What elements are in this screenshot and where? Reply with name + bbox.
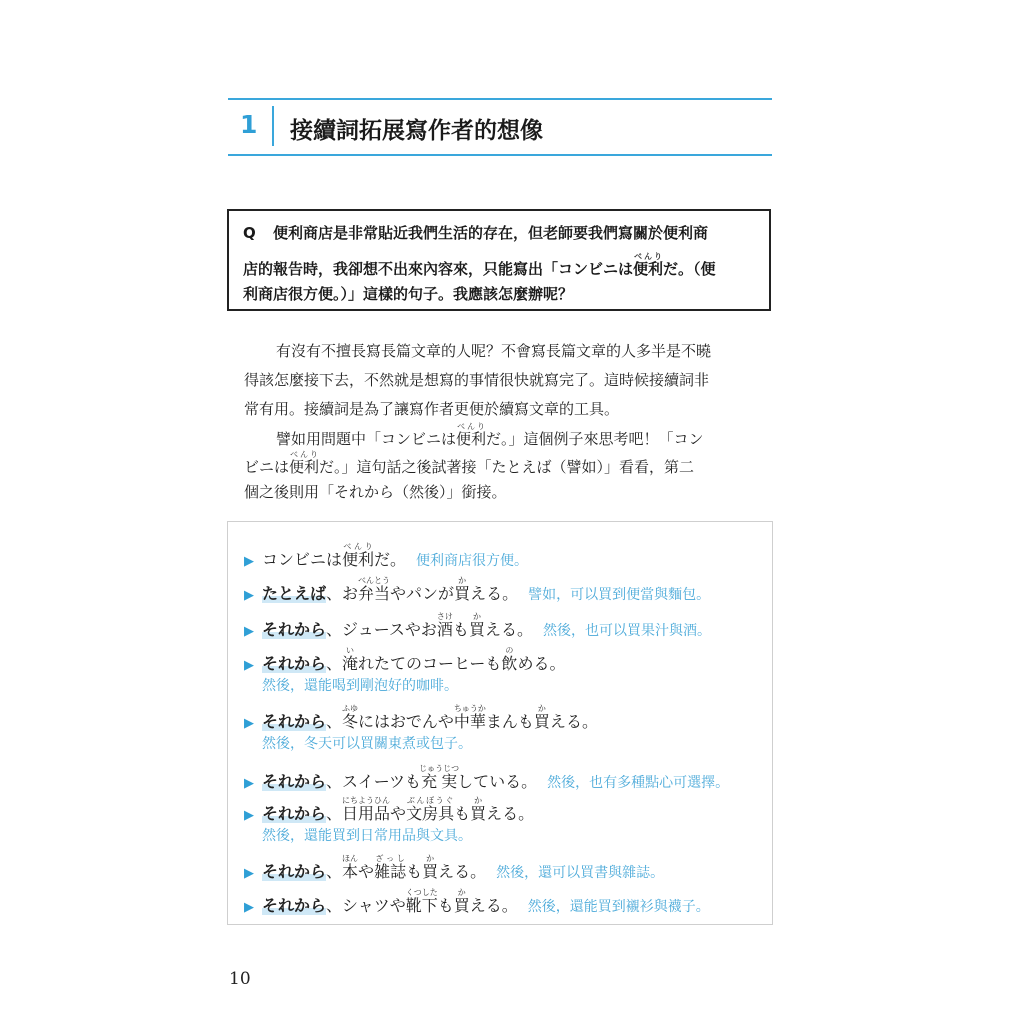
heading-bottom-rule (228, 154, 772, 156)
question-label: Q (243, 224, 256, 242)
body-line-6: 個之後則用「それから（然後）」銜接。 (244, 483, 507, 501)
triangle-bullet-icon: ▶ (244, 808, 254, 823)
question-line-1: Q 便利商店是非常貼近我們生活的存在，但老師要我們寫關於便利商 (243, 224, 709, 242)
example-2-translation: 譬如，可以買到便當與麵包。 (528, 587, 711, 603)
example-3: ▶ それから、ジュースやお酒さけも買かえる。 然後，也可以買果汁與酒。 (244, 612, 711, 639)
example-4: ▶ それから、淹いれたてのコーヒーも飲のめる。 (244, 646, 566, 673)
body-line-1: 有沒有不擅長寫長篇文章的人呢？不會寫長篇文章的人多半是不曉 (276, 342, 712, 360)
example-7: ▶ それから、日用品にちようひんや文房具ぶんぼうぐも買かえる。 (244, 796, 535, 823)
example-box (227, 521, 773, 925)
body-line-3: 常有用。接續詞是為了讓寫作者更便於續寫文章的工具。 (244, 400, 620, 418)
example-3-translation: 然後，也可以買果汁與酒。 (542, 623, 711, 639)
example-9-translation: 然後，還能買到襯衫與襪子。 (527, 899, 710, 915)
triangle-bullet-icon: ▶ (244, 900, 254, 915)
triangle-bullet-icon: ▶ (244, 588, 254, 603)
heading-top-rule (228, 98, 772, 100)
ruby-word: 便利べんり (633, 252, 664, 278)
example-9: ▶ それから、シャツや靴下くつしたも買かえる。 然後，還能買到襯衫與襪子。 (244, 888, 710, 915)
triangle-bullet-icon: ▶ (244, 776, 254, 791)
chapter-number: 1 (240, 110, 258, 139)
example-2: ▶ たとえば、お弁当べんとうやパンが買かえる。 譬如，可以買到便當與麵包。 (244, 576, 711, 603)
example-7-translation: 然後，還能買到日常用品與文具。 (262, 828, 472, 844)
question-line-2: 店的報告時，我卻想不出來內容來，只能寫出「コンビニは便利べんりだ。（便 (243, 252, 716, 278)
example-8: ▶ それから、本ほんや雑誌ざっしも買かえる。 然後，還可以買書與雜誌。 (244, 854, 665, 881)
heading-separator (272, 106, 274, 146)
body-line-4: 譬如用問題中「コンビニは便利べんりだ。」這個例子來思考吧！「コン (276, 422, 704, 448)
example-1-translation: 便利商店很方便。 (416, 553, 529, 569)
triangle-bullet-icon: ▶ (244, 716, 254, 731)
example-5: ▶ それから、冬ふゆにはおでんや中華ちゅうかまんも買かえる。 (244, 704, 598, 731)
body-line-2: 得該怎麼接下去，不然就是想寫的事情很快就寫完了。這時候接續詞非 (244, 371, 710, 389)
triangle-bullet-icon: ▶ (244, 866, 254, 881)
question-line-3: 利商店很方便。）」這樣的句子。我應該怎麼辦呢？ (243, 285, 574, 303)
chapter-title: 接續詞拓展寫作者的想像 (290, 118, 543, 144)
triangle-bullet-icon: ▶ (244, 658, 254, 673)
example-8-translation: 然後，還可以買書與雜誌。 (496, 865, 665, 881)
triangle-bullet-icon: ▶ (244, 624, 254, 639)
example-6: ▶ それから、スイーツも充実じゅうじつしている。 然後，也有多種點心可選擇。 (244, 764, 730, 791)
body-line-5: ビニは便利べんりだ。」這句話之後試著接「たとえば（譬如）」看看，第二 (244, 450, 695, 476)
example-5-translation: 然後，冬天可以買關東煮或包子。 (262, 736, 472, 752)
example-4-translation: 然後，還能喝到剛泡好的咖啡。 (262, 678, 458, 694)
triangle-bullet-icon: ▶ (244, 554, 254, 569)
example-6-translation: 然後，也有多種點心可選擇。 (547, 775, 730, 791)
question-box (227, 209, 771, 311)
page-number: 10 (229, 969, 251, 989)
example-1: ▶ コンビニは便利べんりだ。 便利商店很方便。 (244, 542, 529, 569)
